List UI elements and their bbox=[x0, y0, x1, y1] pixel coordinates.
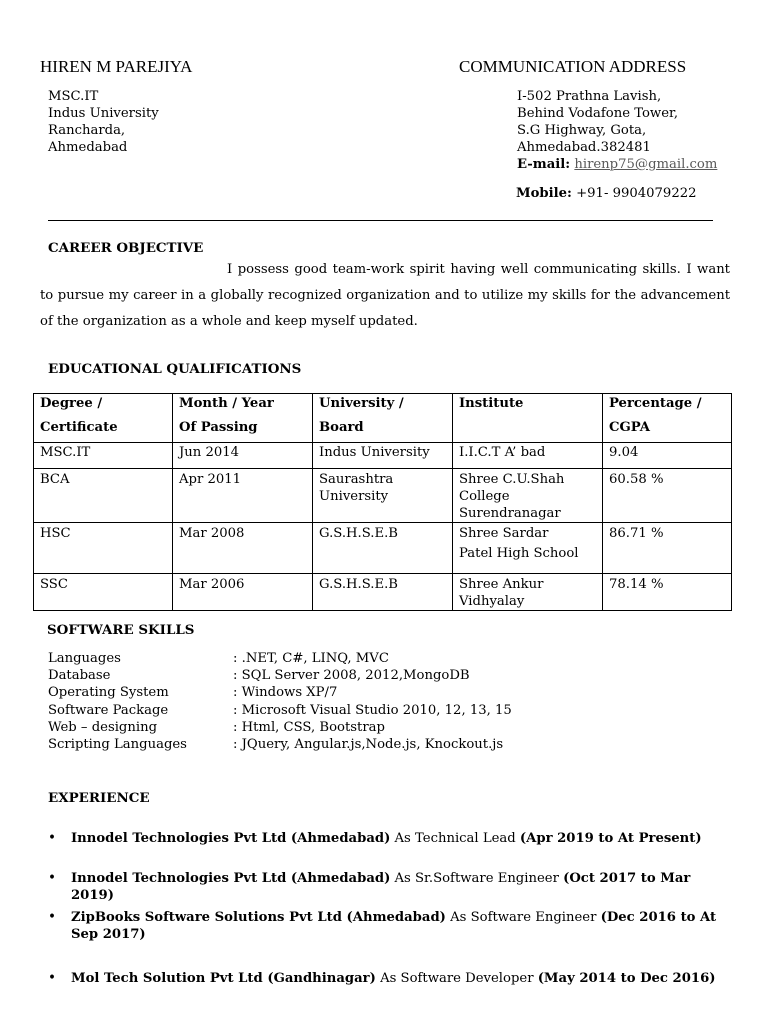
header-cell-university: University / Board bbox=[313, 394, 453, 443]
cell-month: Jun 2014 bbox=[173, 443, 313, 469]
skill-label: Operating System bbox=[48, 685, 169, 701]
experience-company: Innodel Technologies Pvt Ltd (Ahmedabad) bbox=[71, 871, 391, 886]
skill-label: Scripting Languages bbox=[48, 736, 187, 752]
table-row bbox=[34, 469, 732, 523]
software-skills-heading: SOFTWARE SKILLS bbox=[47, 622, 195, 638]
cell-university: G.S.H.S.E.B bbox=[313, 574, 453, 611]
table-row bbox=[34, 443, 732, 469]
experience-period: (May 2014 to Dec 2016) bbox=[537, 971, 716, 986]
cell-institute: Shree C.U.Shah College Surendranagar bbox=[453, 469, 603, 523]
education-table bbox=[33, 393, 732, 611]
table-header-row bbox=[34, 394, 732, 443]
experience-role: As Software Engineer bbox=[445, 910, 601, 925]
experience-role: As Software Developer bbox=[375, 971, 538, 986]
header-cell-percentage: Percentage / CGPA bbox=[603, 394, 732, 443]
mobile-line bbox=[516, 186, 697, 201]
cell-degree: SSC bbox=[34, 574, 173, 611]
experience-period: (Apr 2019 to At Present) bbox=[519, 831, 702, 846]
cell-month: Apr 2011 bbox=[173, 469, 313, 523]
cell-percentage: 60.58 % bbox=[603, 469, 732, 523]
bullet-icon: • bbox=[48, 830, 57, 846]
cell-university: Indus University bbox=[313, 443, 453, 469]
experience-period: (Dec 2016 to At Sep 2017) bbox=[71, 910, 717, 942]
mobile-number: +91- 9904079222 bbox=[576, 186, 697, 201]
communication-address-title: COMMUNICATION ADDRESS bbox=[459, 57, 687, 76]
bullet-icon: • bbox=[48, 970, 57, 986]
experience-company: Mol Tech Solution Pvt Ltd (Gandhinagar) bbox=[71, 971, 376, 986]
address-line-3: S.G Highway, Gota, bbox=[517, 123, 647, 138]
skill-value: : Html, CSS, Bootstrap bbox=[233, 719, 385, 735]
cell-university: G.S.H.S.E.B bbox=[313, 523, 453, 574]
summary-university: Indus University bbox=[48, 106, 159, 121]
header-cell-institute: Institute bbox=[453, 394, 603, 443]
mobile-label: Mobile: bbox=[516, 186, 572, 201]
email-label: E-mail: bbox=[517, 157, 571, 172]
summary-city: Ahmedabad bbox=[48, 140, 128, 155]
cell-percentage: 86.71 % bbox=[603, 523, 732, 574]
skill-value: : Microsoft Visual Studio 2010, 12, 13, 15 bbox=[233, 702, 512, 718]
cell-institute: Shree Ankur Vidhyalay bbox=[453, 574, 603, 611]
cell-institute: I.I.C.T A’ bad bbox=[453, 443, 603, 469]
cell-month: Mar 2008 bbox=[173, 523, 313, 574]
experience-item bbox=[71, 970, 731, 987]
experience-item bbox=[71, 909, 731, 943]
cell-institute: Shree Sardar Patel High School bbox=[453, 523, 603, 574]
skill-label: Web – designing bbox=[48, 719, 158, 735]
skill-label: Database bbox=[48, 668, 111, 684]
education-heading: EDUCATIONAL QUALIFICATIONS bbox=[48, 361, 302, 377]
experience-heading: EXPERIENCE bbox=[48, 790, 150, 806]
skill-value: : .NET, C#, LINQ, MVC bbox=[233, 651, 389, 666]
skill-value: : Windows XP/7 bbox=[233, 685, 338, 701]
cell-university: Saurashtra University bbox=[313, 469, 453, 523]
cell-degree: BCA bbox=[34, 469, 173, 523]
experience-role: As Technical Lead bbox=[390, 831, 520, 846]
email-line bbox=[517, 156, 717, 173]
header-cell-degree: Degree / Certificate bbox=[34, 394, 173, 443]
qualification-summary bbox=[48, 88, 159, 156]
career-objective-heading: CAREER OBJECTIVE bbox=[48, 240, 204, 256]
bullet-icon: • bbox=[48, 909, 57, 925]
skill-label: Languages bbox=[48, 651, 121, 666]
experience-company: Innodel Technologies Pvt Ltd (Ahmedabad) bbox=[71, 831, 391, 846]
header-divider bbox=[48, 220, 713, 221]
skill-label: Software Package bbox=[48, 702, 169, 718]
cell-degree: HSC bbox=[34, 523, 173, 574]
address-line-4: Ahmedabad.382481 bbox=[517, 140, 651, 155]
experience-role: As Sr.Software Engineer bbox=[390, 871, 564, 886]
experience-company: ZipBooks Software Solutions Pvt Ltd (Ahmedabad) bbox=[71, 910, 446, 925]
skill-value: : JQuery, Angular.js,Node.js, Knockout.js bbox=[233, 736, 504, 752]
experience-item bbox=[71, 870, 731, 904]
experience-period: (Oct 2017 to Mar 2019) bbox=[71, 871, 691, 903]
email-link[interactable]: hirenp75@gmail.com bbox=[574, 157, 718, 172]
address-line-2: Behind Vodafone Tower, bbox=[517, 106, 679, 121]
address-line-1: I-502 Prathna Lavish, bbox=[517, 89, 662, 104]
experience-item bbox=[71, 830, 731, 847]
cell-degree: MSC.IT bbox=[34, 443, 173, 469]
career-objective-text: I possess good team-work spirit having well communicating skills. I want to pursue my career in a globally recognized organization and to utilize my skills for the advancement of the organization as a whole and keep myself updated. bbox=[40, 262, 730, 329]
cell-percentage: 78.14 % bbox=[603, 574, 732, 611]
cell-month: Mar 2006 bbox=[173, 574, 313, 611]
header-cell-month: Month / Year Of Passing bbox=[173, 394, 313, 443]
candidate-name: HIREN M PAREJIYA bbox=[40, 57, 193, 76]
skill-value: : SQL Server 2008, 2012,MongoDB bbox=[233, 668, 470, 684]
table-row bbox=[34, 574, 732, 611]
bullet-icon: • bbox=[48, 870, 57, 886]
summary-degree: MSC.IT bbox=[48, 89, 99, 104]
summary-area: Rancharda, bbox=[48, 123, 126, 138]
cell-percentage: 9.04 bbox=[603, 443, 732, 469]
table-row bbox=[34, 523, 732, 574]
communication-address bbox=[517, 88, 717, 173]
